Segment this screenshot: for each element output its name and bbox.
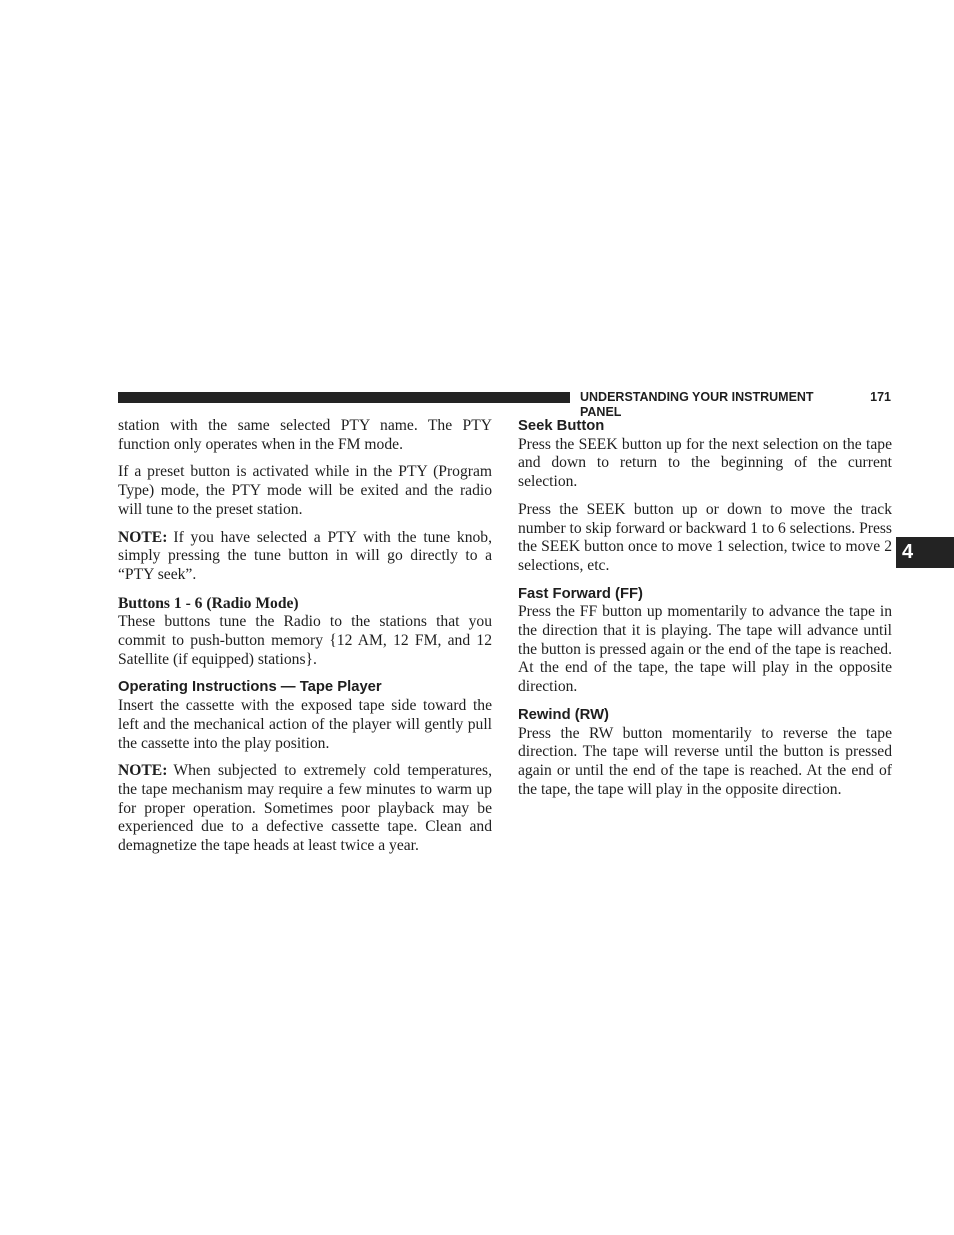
paragraph: These buttons tune the Radio to the stations that you commit to push-button memory {12 AM, 12 FM, and 12 Satellite (if equipped) stations}. bbox=[118, 613, 492, 668]
subheading-tape-player: Operating Instructions — Tape Player bbox=[118, 679, 382, 696]
note-label: NOTE: bbox=[118, 528, 168, 546]
paragraph: Insert the cassette with the exposed tape side toward the left and the mechanical action of the player will gently pull the cassette into the play position. bbox=[118, 697, 492, 752]
running-header bbox=[580, 390, 891, 420]
subheading-rewind: Rewind (RW) bbox=[518, 706, 609, 723]
subheading-buttons: Buttons 1 - 6 (Radio Mode) bbox=[118, 594, 299, 612]
paragraph: If a preset button is activated while in the PTY (Program Type) mode, the PTY mode will be exited and the radio will tune to the preset station. bbox=[118, 463, 492, 518]
section-title: UNDERSTANDING YOUR INSTRUMENT PANEL bbox=[580, 390, 814, 419]
subheading-fast-forward: Fast Forward (FF) bbox=[518, 585, 643, 602]
page-number: 171 bbox=[870, 390, 891, 404]
subheading-seek-button: Seek Button bbox=[518, 418, 605, 434]
paragraph: Press the SEEK button up for the next selection on the tape and down to return to the beginning of the current selection. bbox=[518, 435, 892, 491]
paragraph: Press the SEEK button up or down to move the track number to skip forward or backward 1 to 6 selections. Press the SEEK button once to move 1 selection, twice to move 2 selections, etc. bbox=[518, 500, 892, 574]
left-column bbox=[118, 417, 492, 865]
note-label: NOTE: bbox=[118, 762, 168, 780]
note bbox=[118, 529, 492, 585]
note-text: When subjected to extremely cold temperatures, the tape mechanism may require a few minutes to warm up for proper operation. Sometimes poor playback may be experienced due to a defective cassette tape. Clean and demagnetize the tape heads at least twice a year. bbox=[118, 762, 492, 855]
right-column bbox=[518, 417, 892, 808]
paragraph: Press the RW button momentarily to reverse the tape direction. The tape will reverse until the button is pressed again or until the end of the tape is reached. At the end of the tape, the tape will play in the opposite direction. bbox=[518, 724, 892, 798]
chapter-tab: 4 bbox=[896, 537, 954, 568]
note bbox=[118, 762, 492, 856]
header-rule bbox=[118, 392, 570, 403]
paragraph: station with the same selected PTY name. The PTY function only operates when in the FM mode. bbox=[118, 417, 492, 453]
paragraph: Press the FF button up momentarily to advance the tape in the direction that it is playing. The tape will advance until the button is pressed again or the end of the tape is reached. At the end of the tape, the tape will play in the opposite direction. bbox=[518, 603, 892, 696]
note-text: If you have selected a PTY with the tune knob, simply pressing the tune button in will go directly to a “PTY seek”. bbox=[118, 528, 492, 583]
